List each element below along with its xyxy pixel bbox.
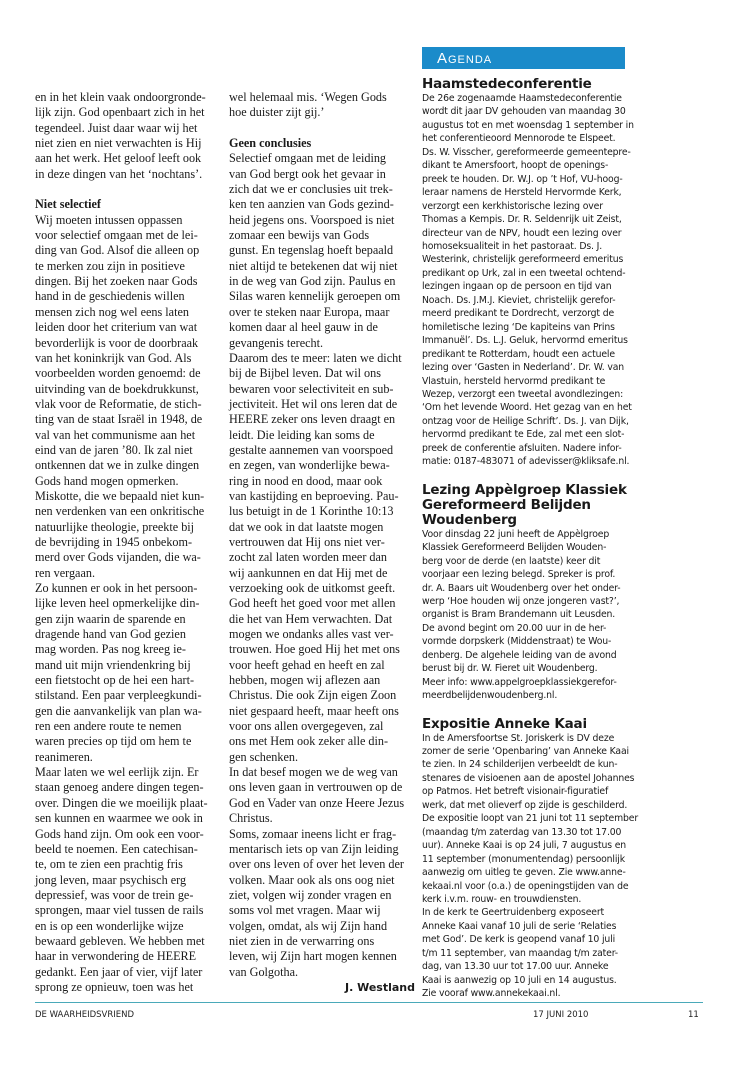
text-line: niet zien en niet verwachten is Hij bbox=[35, 136, 202, 151]
text-line: het conferentieoord Mennorode te Elspeet. bbox=[422, 133, 616, 145]
text-line: zomer de serie ‘Openbaring’ van Anneke Kaai bbox=[422, 746, 629, 758]
text-line: Niet selectief bbox=[35, 197, 101, 212]
text-line: val van het communisme aan het bbox=[35, 427, 196, 442]
article-column-1 bbox=[35, 90, 221, 995]
text-line: sprong ze opnieuw, toen was het bbox=[35, 979, 194, 994]
text-line: De expositie loopt van 21 juni tot 11 september bbox=[422, 813, 639, 825]
text-line: stilstand. Een paar verpleegkundi- bbox=[35, 688, 202, 703]
text-line: Selectief omgaan met de leiding bbox=[229, 151, 387, 166]
section-heading bbox=[422, 483, 628, 528]
text-line: niet gespaard heeft, maar heeft ons bbox=[229, 703, 399, 718]
text-line: Haamstedeconferentie bbox=[422, 76, 592, 92]
text-line: berg voor de derde (en laatste) keer dit bbox=[422, 555, 601, 567]
text-line: kekaai.nl voor (o.a.) de openingstijden van de bbox=[422, 880, 629, 892]
text-line: vlak voor de Reformatie, de stich- bbox=[35, 396, 202, 411]
text-line: soms vol met vragen. Maar wij bbox=[229, 903, 381, 918]
text-line: lezing over ‘Gasten in Nederland’. Dr. W. van bbox=[422, 362, 625, 374]
text-line: Gods hand mogen opmerken. bbox=[35, 473, 179, 488]
text-line: hoe duister zijt gij.’ bbox=[229, 105, 325, 120]
text-line: bij de Bijbel leven. Dat wil ons bbox=[229, 366, 381, 381]
text-line: hand in de geschiedenis willen bbox=[35, 289, 185, 304]
text-line: nen verdenken van een onkritische bbox=[35, 504, 205, 519]
text-line: werk, dat met olieverf op zijde is geschilderd. bbox=[422, 799, 628, 811]
text-line: meerd predikant te Dordrecht, verzorgt de bbox=[422, 308, 615, 320]
text-line: bewaard gebleven. We hebben met bbox=[35, 933, 205, 948]
text-line: over. Dingen die we moeilijk plaat- bbox=[35, 795, 208, 810]
text-line: zomaar een bewijs van Gods bbox=[229, 228, 370, 243]
text-line: denberg. De algehele leiding van de avond bbox=[422, 649, 617, 661]
text-line: jong leven, maar psychisch erg bbox=[35, 872, 187, 887]
article-column-2 bbox=[229, 90, 415, 996]
paragraph bbox=[229, 151, 415, 350]
text-line: (maandag t/m zaterdag van 13.30 tot 17.00 bbox=[422, 826, 622, 838]
paragraph bbox=[35, 581, 221, 765]
text-line: die het van Hem verwachten. Dat bbox=[229, 611, 393, 626]
paragraph bbox=[422, 906, 628, 1000]
text-line: gen die aanvankelijk van plan wa- bbox=[35, 703, 202, 718]
page-number: 11 bbox=[688, 1010, 699, 1020]
text-line: Maar laten we wel eerlijk zijn. Er bbox=[35, 765, 199, 780]
text-line: Kaai is aanwezig op 10 juli en 14 augustus. bbox=[422, 974, 617, 986]
text-line: wel helemaal mis. ‘Wegen Gods bbox=[229, 90, 387, 104]
text-line: berust bij dr. W. Fieret uit Woudenberg. bbox=[422, 663, 598, 675]
text-line: preek te houden. Dr. W.J. op ’t Hof, VU-hoog- bbox=[422, 173, 623, 185]
text-line: sen kunnen en waarmee we ook in bbox=[35, 811, 203, 826]
text-line: volgen, omdat, als wij Zijn hand bbox=[229, 918, 388, 933]
text-line: ons leven gaan in vertrouwen op de bbox=[229, 780, 403, 795]
text-line: leven, wij Zijn hart mogen kennen bbox=[229, 949, 397, 964]
text-line: dr. A. Baars uit Woudenberg over het onder- bbox=[422, 582, 621, 594]
text-line: God heeft het goed voor met allen bbox=[229, 596, 396, 611]
issue-date: 17 JUNI 2010 bbox=[533, 1010, 589, 1020]
text-line: dingen. Bij het zoeken naar Gods bbox=[35, 274, 198, 289]
text-line: leraar namens de Hersteld Hervormde Kerk, bbox=[422, 187, 622, 199]
text-line: voor selectief omgaan met de lei- bbox=[35, 228, 198, 243]
text-line: vertrouwen dat Hij ons niet ver- bbox=[229, 534, 385, 549]
text-line: niet altijd te betekenen dat wij niet bbox=[229, 258, 398, 273]
text-line: Miskotte, die we bepaald niet kun- bbox=[35, 488, 205, 503]
text-line: trouwen. Hoe goed Hij het met ons bbox=[229, 642, 400, 657]
text-line: t/m 11 september, van maandag t/m zater- bbox=[422, 947, 618, 959]
text-line: komen daar al heel gauw in de bbox=[229, 320, 378, 335]
text-line: aanwezig om uitleg te geven. Zie www.anne- bbox=[422, 867, 626, 879]
text-line: gedankt. Een jaar of vier, vijf later bbox=[35, 964, 203, 979]
text-line: ren vergaan. bbox=[35, 565, 96, 580]
text-line: de bevrijding in 1945 onbekom- bbox=[35, 534, 193, 549]
text-line: volken. Maar ook als ons oog niet bbox=[229, 872, 395, 887]
text-line: homiletische lezing ‘De kapiteins van Prins bbox=[422, 321, 615, 333]
text-line: te merken zou zijn in positieve bbox=[35, 258, 185, 273]
text-line: ‘Om het levende Woord. Het gezag van en het bbox=[422, 402, 632, 414]
text-line: eind van de jaren ’80. Ik zal niet bbox=[35, 442, 193, 457]
text-line: gunst. En tegenslag hoeft bepaald bbox=[229, 243, 394, 258]
text-line: God en Vader van onze Heere Jezus bbox=[229, 795, 405, 810]
text-line: Silas waren kennelijk geroepen om bbox=[229, 289, 401, 304]
text-line: Wezep, verzorgt een tweetal avondlezingen: bbox=[422, 388, 624, 400]
text-line: gestalte aannemen van voorspoed bbox=[229, 442, 394, 457]
spacer bbox=[422, 469, 628, 483]
author-signature bbox=[229, 980, 415, 996]
text-line: zich dat we er conclusies uit trek- bbox=[229, 182, 393, 197]
text-line: dikant te Amersfoort, hoopt de openings- bbox=[422, 160, 609, 172]
text-line: aan het werk. Het geloof leeft ook bbox=[35, 151, 202, 166]
text-line: kerk i.v.m. rouw- en trouwdiensten. bbox=[422, 894, 582, 906]
text-line: waren precies op tijd om hem te bbox=[35, 734, 192, 749]
text-line: uur). Anneke Kaai is op 24 juli, 7 augustus en bbox=[422, 840, 627, 852]
text-line: natuurlijke theologie, preekte bij bbox=[35, 519, 195, 534]
text-line: tegendeel. Juist daar waar wij het bbox=[35, 120, 198, 135]
text-line: haar in verwondering de HEERE bbox=[35, 949, 197, 964]
text-line: heid jegens ons. Voorspoed is niet bbox=[229, 212, 395, 227]
text-line: mentarisch iets op van Zijn leiding bbox=[229, 841, 399, 856]
text-line: De avond begint om 20.00 uur in de her- bbox=[422, 622, 607, 634]
text-line: vormde dorpskerk (Middenstraat) te Wou- bbox=[422, 636, 612, 648]
text-line: te, om te zien een prachtig fris bbox=[35, 857, 183, 872]
text-line: Noach. Ds. J.M.J. Kieviet, christelijk gerefor- bbox=[422, 294, 616, 306]
text-line: De 26e zogenaamde Haamstedeconferentie bbox=[422, 93, 622, 104]
text-line: lijk zijn. God openbaart zich in het bbox=[35, 105, 205, 120]
text-line: verzoeking ook de uitkomst geeft. bbox=[229, 581, 396, 595]
text-line: gen zijn waarin de sparende en bbox=[35, 611, 186, 626]
spacer bbox=[229, 121, 415, 136]
text-line: jectiviteit. Het wil ons leren dat de bbox=[229, 396, 398, 411]
text-line: beeld te noemen. Een catechisan- bbox=[35, 841, 198, 856]
text-line: predikant te Rotterdam, houdt een actuele bbox=[422, 348, 615, 360]
text-line: gevangenis terecht. bbox=[229, 335, 324, 350]
text-line: Immanuël’. Ds. L.J. Geluk, hervormd emeritus bbox=[422, 335, 628, 347]
text-line: Expositie Anneke Kaai bbox=[422, 715, 587, 732]
text-line: Zo kunnen er ook in het persoon- bbox=[35, 581, 198, 595]
text-line: dag, van 13.30 uur tot 17.00 uur. Anneke bbox=[422, 961, 609, 973]
text-line: voorjaar een lezing belegd. Spreker is prof. bbox=[422, 569, 616, 581]
text-line: van Golgotha. bbox=[229, 964, 299, 979]
text-line: zocht zal laten worden meer dan bbox=[229, 550, 388, 565]
text-line: staan genoeg andere dingen tegen- bbox=[35, 780, 204, 795]
text-line: organist is Bram Brandemann uit Leusden. bbox=[422, 609, 616, 621]
text-line: reanimeren. bbox=[35, 749, 93, 764]
text-line: sprongen, maar viel tussen de rails bbox=[35, 903, 204, 918]
text-line: Voor dinsdag 22 juni heeft de Appèlgroep bbox=[422, 528, 610, 540]
text-line: uitvinding van de boekdrukkunst, bbox=[35, 381, 199, 396]
text-line: over te steken naar Europa, maar bbox=[229, 304, 390, 319]
text-line: te zien. In 24 schilderijen verbeeldt de kun- bbox=[422, 759, 618, 771]
text-line: J. Westland bbox=[344, 980, 415, 994]
text-line: Klassiek Gereformeerd Belijden Wouden- bbox=[422, 542, 607, 554]
text-line: verzorgt een kerkhistorische lezing over bbox=[422, 200, 603, 212]
paragraph bbox=[229, 90, 415, 121]
footer-divider bbox=[35, 1002, 703, 1003]
publication-name: DE WAARHEIDSVRIEND bbox=[35, 1010, 135, 1020]
text-line: wij aankunnen en dat Hij met de bbox=[229, 565, 388, 580]
paragraph bbox=[422, 732, 639, 907]
text-line: ken ten aanzien van Gods gezind- bbox=[229, 197, 394, 212]
text-line: voor ons allen overgegeven, zal bbox=[229, 719, 384, 734]
text-line: ziet, volgen wij zonder vragen en bbox=[229, 887, 392, 902]
text-line: bevorderlijk is voor de doorbraak bbox=[35, 335, 199, 350]
text-line: leidt. Die leiding kan soms de bbox=[229, 427, 375, 442]
text-line: niet zien in de verwarring ons bbox=[229, 933, 375, 948]
text-line: bewaren voor selectiviteit en sub- bbox=[229, 381, 394, 396]
text-line: van het koninkrijk van God. Als bbox=[35, 350, 192, 365]
text-line: in deze dingen van het ‘nochtans’. bbox=[35, 166, 203, 181]
text-line: lezingen ingaan op de persoon en tijd van bbox=[422, 281, 612, 293]
section-heading bbox=[229, 136, 415, 151]
text-line: predikant op Urk, zal in een tweetal ochtend- bbox=[422, 267, 626, 279]
text-line: ontzag voor de Heilige Schrift’. Ds. J. van Dijk, bbox=[422, 415, 629, 427]
text-line: depressief, was voor de trein ge- bbox=[35, 887, 194, 902]
text-line: ring in nood en dood, maar ook bbox=[229, 473, 383, 488]
text-line: lijke leven heel opmerkelijke din- bbox=[35, 596, 200, 611]
text-line: Vlastuin, hersteld hervormd predikant te bbox=[422, 375, 606, 387]
text-line: Zie vooraf www.annekekaai.nl. bbox=[422, 988, 561, 1000]
text-line: augustus tot en met woensdag 1 september in bbox=[422, 119, 634, 131]
text-line: directeur van de NPV, houdt een lezing over bbox=[422, 227, 622, 239]
text-line: Soms, zomaar ineens licht er frag- bbox=[229, 826, 397, 841]
paragraph bbox=[422, 528, 628, 703]
text-line: matie: 0187-483071 of adevisser@kliksafe.nl. bbox=[422, 456, 630, 468]
text-line: van kastijding en beproeving. Pau- bbox=[229, 488, 399, 503]
text-line: ontkennen dat we in zulke dingen bbox=[35, 458, 200, 473]
text-line: Gereformeerd Belijden bbox=[422, 496, 591, 513]
text-line: en is op een wonderlijke wijze bbox=[35, 918, 184, 933]
spacer bbox=[422, 703, 628, 717]
text-line: Westerink, christelijk gereformeerd emeritus bbox=[422, 254, 624, 266]
paragraph bbox=[229, 351, 415, 765]
text-line: werp ‘Hoe houden wij onze jongeren vast?’, bbox=[422, 595, 620, 607]
text-line: voor heeft gehad en heeft en zal bbox=[229, 657, 385, 672]
agenda-column bbox=[422, 76, 639, 1001]
text-line: Christus. bbox=[229, 811, 273, 826]
text-line: merd over Gods vijanden, die wa- bbox=[35, 550, 201, 565]
text-line: mand uit mijn vriendenkring bij bbox=[35, 657, 191, 672]
text-line: hervormd predikant te Ede, zal met een slot- bbox=[422, 429, 625, 441]
text-line: van God bergt ook het gevaar in bbox=[229, 166, 386, 181]
text-line: Christus. Die ook Zijn eigen Zoon bbox=[229, 688, 397, 703]
paragraph bbox=[229, 765, 415, 826]
text-line: stenares de visioenen aan de apostel Johannes bbox=[422, 772, 635, 784]
text-line: en zegen, van wonderlijke bewa- bbox=[229, 458, 390, 473]
text-line: Wij moeten intussen oppassen bbox=[35, 212, 183, 227]
paragraph bbox=[35, 213, 221, 581]
text-line: meerdbelijdenwoudenberg.nl. bbox=[422, 690, 558, 702]
text-line: homoseksualiteit in het pastoraat. Ds. J. bbox=[422, 240, 603, 252]
text-line: mensen zich nog wel eens laten bbox=[35, 304, 189, 319]
text-line: Lezing Appèlgroep Klassiek bbox=[422, 481, 627, 498]
text-line: op Patmos. Het betreft visionair-figuratief bbox=[422, 786, 609, 798]
text-line: voorbeelden worden genoemd: de bbox=[35, 366, 201, 381]
text-line: Geen conclusies bbox=[229, 136, 312, 151]
section-heading bbox=[422, 717, 628, 732]
spacer bbox=[35, 182, 221, 197]
text-line: gen schenken. bbox=[229, 749, 299, 764]
text-line: ons met Hem ook zeker alle din- bbox=[229, 734, 389, 749]
text-line: in de weg van God zijn. Paulus en bbox=[229, 274, 396, 289]
text-line: Daarom des te meer: laten we dicht bbox=[229, 350, 402, 365]
text-line: met God’. De kerk is geopend vanaf 10 juli bbox=[422, 934, 616, 946]
agenda-header bbox=[422, 47, 625, 69]
text-line: lus betuigt in de 1 Korinthe 10:13 bbox=[229, 504, 394, 519]
section-heading bbox=[35, 197, 221, 212]
text-line: Meer info: www.appelgroepklassiekgerefor- bbox=[422, 676, 617, 688]
paragraph bbox=[35, 90, 221, 182]
text-line: preek de conferentie afsluiten. Nadere infor- bbox=[422, 442, 622, 454]
text-line: Anneke Kaai vanaf 10 juli de serie ‘Relaties bbox=[422, 920, 617, 932]
paragraph bbox=[422, 92, 634, 469]
text-line: wordt dit jaar DV gehouden van maandag 30 bbox=[422, 106, 626, 118]
text-line: en in het klein vaak ondoorgronde- bbox=[35, 90, 206, 104]
text-line: Woudenberg bbox=[422, 511, 517, 528]
text-line: In dat besef mogen we de weg van bbox=[229, 765, 398, 780]
agenda-title: Agenda bbox=[437, 50, 493, 67]
text-line: Thomas a Kempis. Dr. R. Seldenrijk uit Zeist, bbox=[422, 214, 622, 226]
text-line: Gods hand zijn. Om ook een voor- bbox=[35, 826, 204, 841]
text-line: over ons leven of over het leven der bbox=[229, 857, 404, 872]
text-line: mogen we ondanks alles vast ver- bbox=[229, 627, 394, 642]
text-line: een fietstocht op de hei een hart- bbox=[35, 673, 195, 688]
text-line: leiden door het criterium van wat bbox=[35, 320, 198, 335]
text-line: HEERE zeker ons leven draagt en bbox=[229, 412, 396, 427]
text-line: hebben, mogen wij aflezen aan bbox=[229, 673, 381, 688]
text-line: dat we ook in dat laatste mogen bbox=[229, 519, 384, 534]
paragraph bbox=[229, 827, 415, 980]
text-line: In de kerk te Geertruidenberg exposeert bbox=[422, 907, 605, 919]
text-line: ding van God. Alsof die alleen op bbox=[35, 243, 200, 258]
text-line: ren een andere route te nemen bbox=[35, 719, 182, 734]
text-line: ting van de staat Israël in 1948, de bbox=[35, 412, 203, 427]
text-line: dragende hand van God gezien bbox=[35, 627, 186, 642]
paragraph bbox=[35, 765, 221, 995]
text-line: In de Amersfoortse St. Joriskerk is DV deze bbox=[422, 732, 615, 744]
text-line: 11 september (monumentendag) persoonlijk bbox=[422, 853, 625, 865]
text-line: mag worden. Pas nog kreeg ie- bbox=[35, 642, 186, 657]
text-line: Ds. W. Visscher, gereformeerde gemeentepre- bbox=[422, 146, 631, 158]
section-heading bbox=[422, 77, 628, 92]
